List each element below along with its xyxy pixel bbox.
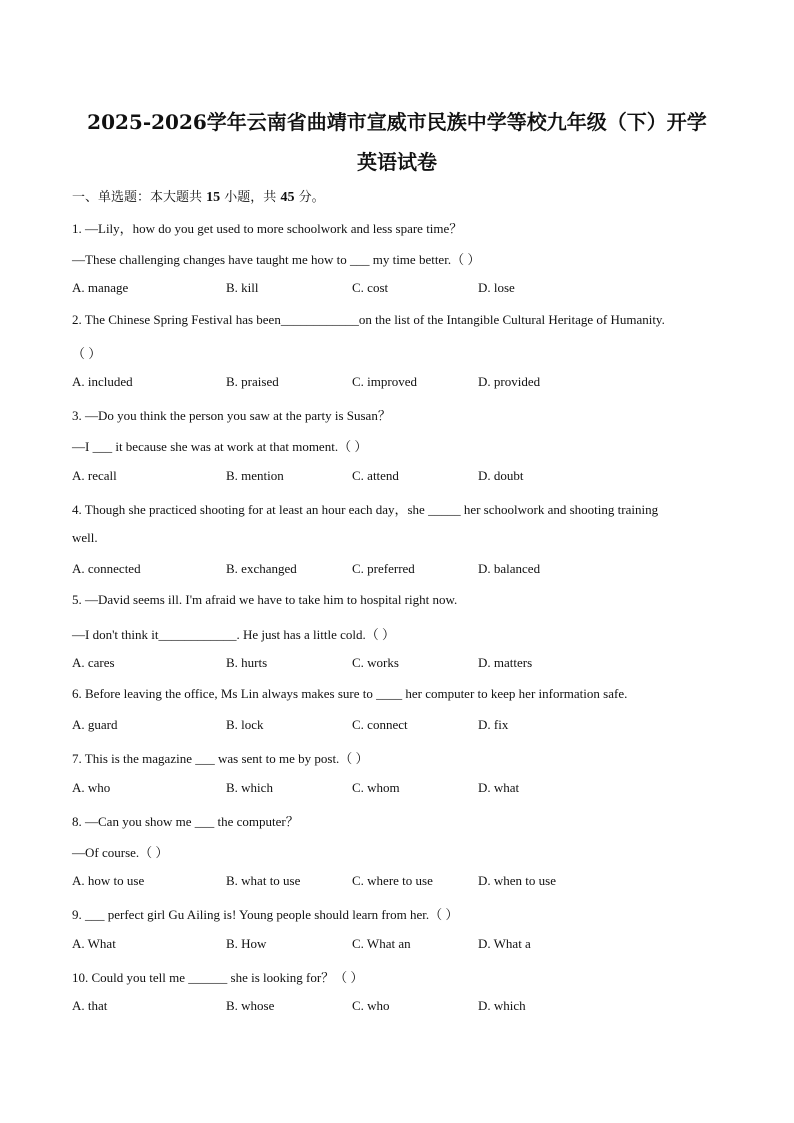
question-9-line-1: 9. ___ perfect girl Gu Ailing is! Young people should learn from her.（ ） <box>72 907 459 922</box>
question-8-line-1: 8. —Can you show me ___ the computer？ <box>72 814 299 829</box>
option-a[interactable]: A. how to use <box>72 873 145 888</box>
option-a[interactable]: A. that <box>72 998 108 1013</box>
question-2-line-1: 2. The Chinese Spring Festival has been____________on the list of the Intangible Cultural Heritage of Humanity. <box>72 312 665 327</box>
question-6-line-1: 6. Before leaving the office, Ms Lin always makes sure to ____ her computer to keep her information safe. <box>72 686 628 701</box>
question-5-line-2: —I don't think it____________. He just has a little cold.（ ） <box>72 627 395 642</box>
option-b[interactable]: B. whose <box>226 998 275 1013</box>
option-d[interactable]: D. balanced <box>478 561 541 576</box>
option-b[interactable]: B. praised <box>226 374 279 389</box>
question-10-line-1: 10. Could you tell me ______ she is looking for？（ ） <box>72 970 364 985</box>
question-8-line-2: —Of course.（ ） <box>72 845 169 860</box>
question-10-options <box>72 998 732 1016</box>
option-b[interactable]: B. which <box>226 780 273 795</box>
question-7-line-1: 7. This is the magazine ___ was sent to me by post.（ ） <box>72 751 369 766</box>
option-c[interactable]: C. preferred <box>352 561 415 576</box>
option-d[interactable]: D. doubt <box>478 468 524 483</box>
question-4-options <box>72 561 732 579</box>
option-d[interactable]: D. what <box>478 780 520 795</box>
section-mid: 小题，共 <box>224 190 277 205</box>
exam-title-line2: 英语试卷 <box>357 150 437 174</box>
option-c[interactable]: C. works <box>352 655 399 670</box>
section-prefix: 一、单选题：本大题共 <box>72 190 203 205</box>
option-b[interactable]: B. what to use <box>226 873 301 888</box>
option-c[interactable]: C. attend <box>352 468 399 483</box>
option-c[interactable]: C. connect <box>352 717 408 732</box>
question-2-options <box>72 374 732 392</box>
option-d[interactable]: D. What a <box>478 936 531 951</box>
option-b[interactable]: B. lock <box>226 717 264 732</box>
question-5-options <box>72 655 732 673</box>
question-9-options <box>72 936 732 954</box>
option-b[interactable]: B. kill <box>226 280 259 295</box>
section-count: 15 <box>206 190 221 205</box>
option-a[interactable]: A. guard <box>72 717 118 732</box>
option-a[interactable]: A. who <box>72 780 111 795</box>
option-b[interactable]: B. exchanged <box>226 561 297 576</box>
section-score: 45 <box>280 190 295 205</box>
option-b[interactable]: B. hurts <box>226 655 268 670</box>
question-1-line-2: —These challenging changes have taught me how to ___ my time better.（ ） <box>72 252 481 267</box>
question-3-options <box>72 468 732 486</box>
option-d[interactable]: D. fix <box>478 717 509 732</box>
option-a[interactable]: A. connected <box>72 561 141 576</box>
option-a[interactable]: A. included <box>72 374 133 389</box>
option-d[interactable]: D. lose <box>478 280 515 295</box>
option-d[interactable]: D. matters <box>478 655 533 670</box>
option-d[interactable]: D. when to use <box>478 873 556 888</box>
question-2-line-2: （ ） <box>72 346 102 361</box>
option-c[interactable]: C. cost <box>352 280 389 295</box>
question-3-line-2: —I ___ it because she was at work at that moment.（ ） <box>72 439 368 454</box>
question-6-options <box>72 717 732 735</box>
option-c[interactable]: C. whom <box>352 780 400 795</box>
section-suffix: 分。 <box>298 190 325 205</box>
question-8-options <box>72 873 732 891</box>
question-1-options <box>72 280 732 298</box>
question-4-line-1: 4. Though she practiced shooting for at least an hour each day，she _____ her schoolwork and shooting training <box>72 502 659 517</box>
option-b[interactable]: B. How <box>226 936 267 951</box>
option-a[interactable]: A. cares <box>72 655 115 670</box>
option-c[interactable]: C. where to use <box>352 873 433 888</box>
option-c[interactable]: C. who <box>352 998 390 1013</box>
option-c[interactable]: C. What an <box>352 936 411 951</box>
option-c[interactable]: C. improved <box>352 374 417 389</box>
option-d[interactable]: D. which <box>478 998 526 1013</box>
option-d[interactable]: D. provided <box>478 374 541 389</box>
question-3-line-1: 3. —Do you think the person you saw at the party is Susan？ <box>72 408 391 423</box>
option-b[interactable]: B. mention <box>226 468 284 483</box>
question-4-line-2: well. <box>72 530 98 545</box>
question-7-options <box>72 780 732 798</box>
option-a[interactable]: A. manage <box>72 280 129 295</box>
option-a[interactable]: A. What <box>72 936 116 951</box>
section-heading <box>72 186 325 206</box>
option-a[interactable]: A. recall <box>72 468 117 483</box>
exam-title-line1: 2025-2026学年云南省曲靖市宣威市民族中学等校九年级（下）开学 <box>87 110 707 134</box>
question-1-line-1: 1. —Lily，how do you get used to more schoolwork and less spare time？ <box>72 221 463 236</box>
question-5-line-1: 5. —David seems ill. I'm afraid we have to take him to hospital right now. <box>72 592 458 607</box>
